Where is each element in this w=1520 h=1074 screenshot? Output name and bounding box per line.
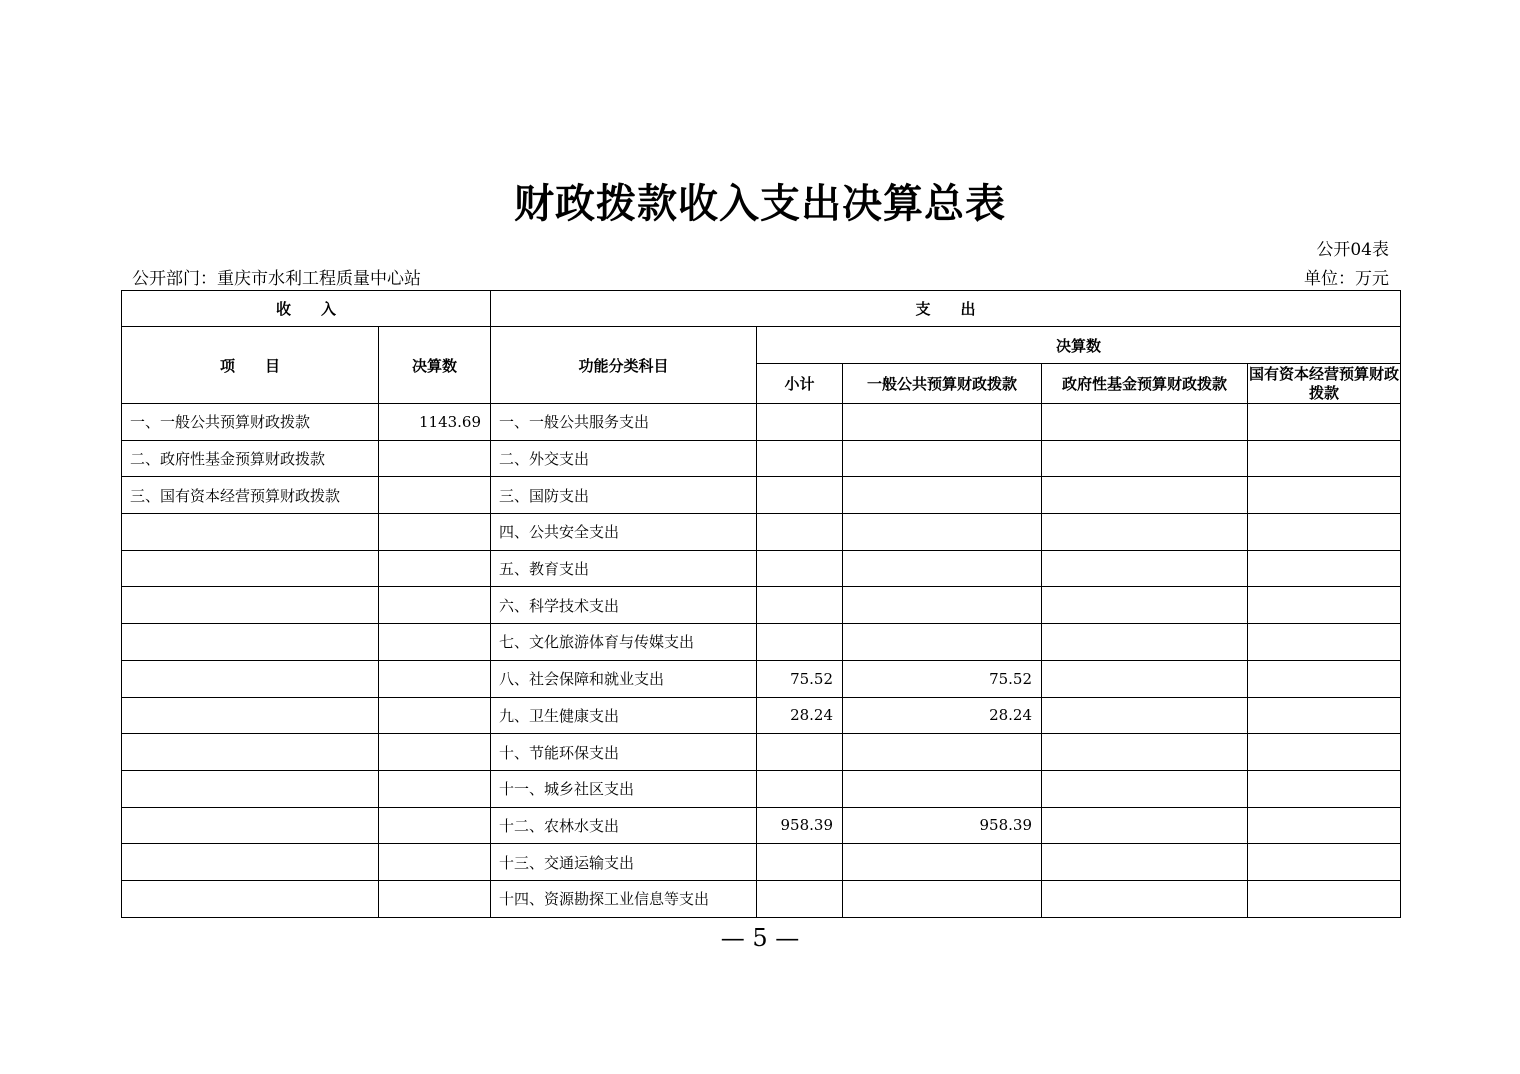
gov-fund-cell (1042, 880, 1248, 917)
page-number: — 5 — (720, 924, 800, 952)
income-item-cell: 二、政府性基金预算财政拨款 (122, 440, 379, 477)
gov-fund-cell (1042, 660, 1248, 697)
general-budget-cell (843, 550, 1042, 587)
category-cell: 十四、资源勘探工业信息等支出 (491, 880, 757, 917)
state-capital-cell (1248, 550, 1401, 587)
income-item-cell (122, 880, 379, 917)
gov-fund-cell (1042, 404, 1248, 441)
state-capital-cell (1248, 770, 1401, 807)
item-header: 项 目 (122, 327, 379, 404)
table-row (122, 550, 1401, 587)
category-cell: 四、公共安全支出 (491, 514, 757, 551)
table-row (122, 807, 1401, 844)
income-amount-cell (379, 587, 491, 624)
final-amount-header: 决算数 (379, 327, 491, 404)
income-item-cell (122, 697, 379, 734)
income-amount-cell (379, 697, 491, 734)
state-capital-cell (1248, 880, 1401, 917)
category-cell: 十、节能环保支出 (491, 734, 757, 771)
table-row (122, 404, 1401, 441)
general-budget-header: 一般公共预算财政拨款 (843, 364, 1042, 404)
table-row (122, 880, 1401, 917)
income-amount-cell (379, 807, 491, 844)
gov-fund-cell (1042, 587, 1248, 624)
subtotal-cell (757, 587, 843, 624)
income-amount-cell (379, 660, 491, 697)
expense-header: 支 出 (491, 291, 1401, 327)
subtotal-cell (757, 477, 843, 514)
gov-fund-cell (1042, 807, 1248, 844)
table-body (122, 404, 1401, 918)
income-amount-cell (379, 514, 491, 551)
state-capital-cell (1248, 404, 1401, 441)
subtotal-cell: 958.39 (757, 807, 843, 844)
income-item-cell (122, 514, 379, 551)
gov-fund-cell (1042, 514, 1248, 551)
general-budget-cell (843, 734, 1042, 771)
gov-fund-header: 政府性基金预算财政拨款 (1042, 364, 1248, 404)
table-row (122, 514, 1401, 551)
gov-fund-cell (1042, 844, 1248, 881)
state-capital-cell (1248, 624, 1401, 661)
income-item-cell (122, 807, 379, 844)
category-cell: 二、外交支出 (491, 440, 757, 477)
income-amount-cell (379, 734, 491, 771)
gov-fund-cell (1042, 550, 1248, 587)
income-item-cell (122, 844, 379, 881)
subtotal-cell (757, 844, 843, 881)
category-cell: 七、文化旅游体育与传媒支出 (491, 624, 757, 661)
state-capital-cell (1248, 844, 1401, 881)
state-capital-cell (1248, 734, 1401, 771)
gov-fund-cell (1042, 770, 1248, 807)
income-amount-cell (379, 770, 491, 807)
final-amount-group-header: 决算数 (757, 327, 1401, 364)
category-cell: 五、教育支出 (491, 550, 757, 587)
income-amount-cell (379, 844, 491, 881)
table-row (122, 624, 1401, 661)
income-amount-cell: 1143.69 (379, 404, 491, 441)
income-item-cell (122, 660, 379, 697)
income-item-cell: 三、国有资本经营预算财政拨款 (122, 477, 379, 514)
state-capital-cell (1248, 477, 1401, 514)
general-budget-cell (843, 880, 1042, 917)
table-number: 公开04表 (1316, 240, 1389, 260)
subtotal-cell (757, 880, 843, 917)
category-cell: 十一、城乡社区支出 (491, 770, 757, 807)
table-row (122, 440, 1401, 477)
gov-fund-cell (1042, 624, 1248, 661)
table-row (122, 844, 1401, 881)
gov-fund-cell (1042, 440, 1248, 477)
state-capital-cell (1248, 514, 1401, 551)
general-budget-cell (843, 587, 1042, 624)
gov-fund-cell (1042, 697, 1248, 734)
general-budget-cell: 75.52 (843, 660, 1042, 697)
income-amount-cell (379, 880, 491, 917)
subtotal-cell (757, 624, 843, 661)
subtotal-header: 小计 (757, 364, 843, 404)
table-row (122, 770, 1401, 807)
category-cell: 十三、交通运输支出 (491, 844, 757, 881)
income-amount-cell (379, 440, 491, 477)
state-capital-cell (1248, 587, 1401, 624)
function-category-header: 功能分类科目 (491, 327, 757, 404)
general-budget-cell (843, 404, 1042, 441)
income-item-cell (122, 734, 379, 771)
gov-fund-cell (1042, 734, 1248, 771)
table-row (122, 734, 1401, 771)
state-capital-cell (1248, 697, 1401, 734)
category-cell: 十二、农林水支出 (491, 807, 757, 844)
table-row (122, 477, 1401, 514)
subtotal-cell (757, 440, 843, 477)
state-capital-cell (1248, 440, 1401, 477)
category-cell: 九、卫生健康支出 (491, 697, 757, 734)
general-budget-cell: 958.39 (843, 807, 1042, 844)
income-amount-cell (379, 624, 491, 661)
income-item-cell (122, 550, 379, 587)
category-cell: 一、一般公共服务支出 (491, 404, 757, 441)
category-cell: 三、国防支出 (491, 477, 757, 514)
page-title: 财政拨款收入支出决算总表 (514, 180, 1006, 227)
table-row (122, 660, 1401, 697)
income-item-cell: 一、一般公共预算财政拨款 (122, 404, 379, 441)
subtotal-cell (757, 514, 843, 551)
table-row (122, 587, 1401, 624)
state-capital-header: 国有资本经营预算财政拨款 (1249, 364, 1400, 402)
subtotal-cell (757, 734, 843, 771)
budget-table (121, 290, 1401, 918)
gov-fund-cell (1042, 477, 1248, 514)
subtotal-cell: 75.52 (757, 660, 843, 697)
general-budget-cell (843, 624, 1042, 661)
table-row (122, 697, 1401, 734)
general-budget-cell (843, 477, 1042, 514)
category-cell: 八、社会保障和就业支出 (491, 660, 757, 697)
department-label: 公开部门：重庆市水利工程质量中心站 (132, 269, 421, 289)
income-header: 收 入 (122, 291, 491, 327)
general-budget-cell (843, 440, 1042, 477)
category-cell: 六、科学技术支出 (491, 587, 757, 624)
income-item-cell (122, 587, 379, 624)
state-capital-cell (1248, 807, 1401, 844)
income-item-cell (122, 770, 379, 807)
subtotal-cell: 28.24 (757, 697, 843, 734)
subtotal-cell (757, 770, 843, 807)
general-budget-cell (843, 770, 1042, 807)
general-budget-cell (843, 514, 1042, 551)
subtotal-cell (757, 550, 843, 587)
general-budget-cell: 28.24 (843, 697, 1042, 734)
unit-label: 单位：万元 (1304, 269, 1389, 289)
state-capital-cell (1248, 660, 1401, 697)
income-item-cell (122, 624, 379, 661)
income-amount-cell (379, 477, 491, 514)
general-budget-cell (843, 844, 1042, 881)
subtotal-cell (757, 404, 843, 441)
income-amount-cell (379, 550, 491, 587)
